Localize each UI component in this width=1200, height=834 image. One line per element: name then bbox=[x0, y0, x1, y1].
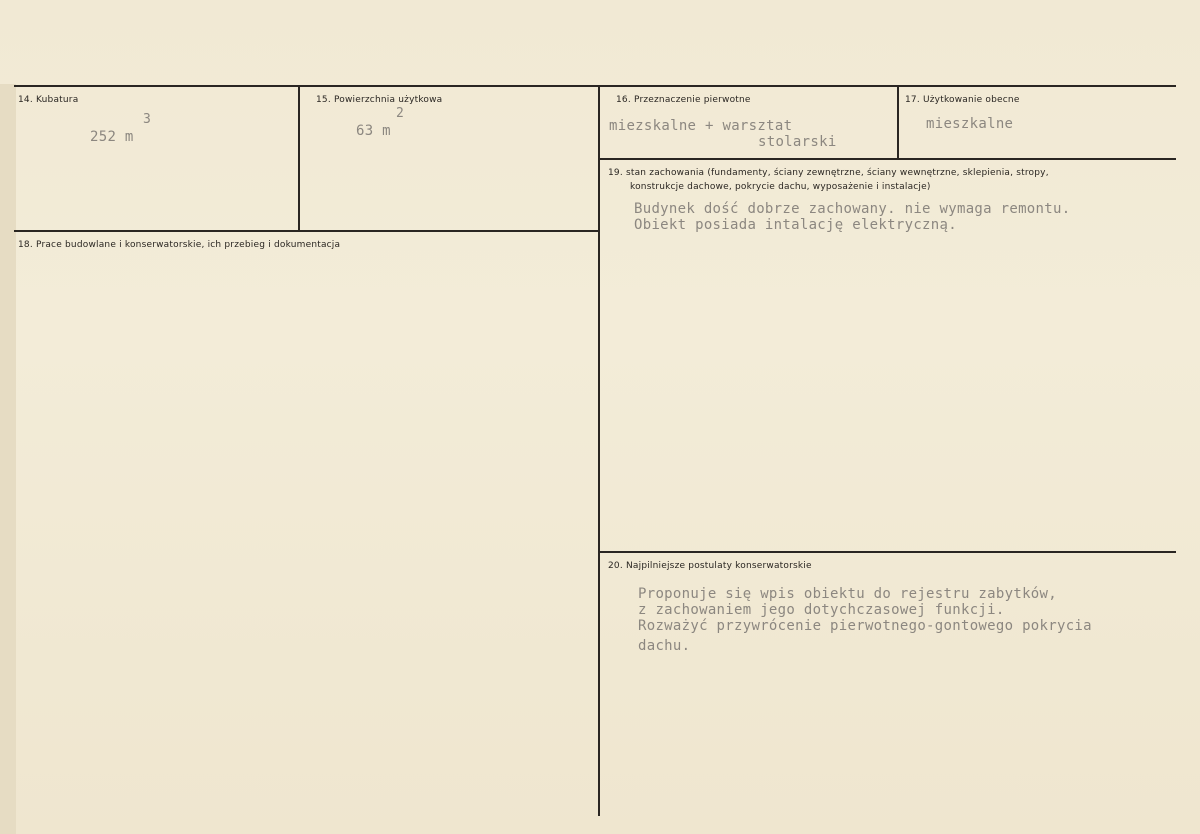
field-16-label: 16. Przeznaczenie pierwotne bbox=[616, 95, 751, 105]
field-15-superscript: 2 bbox=[396, 106, 404, 121]
field-17-label: 17. Użytkowanie obecne bbox=[905, 95, 1020, 105]
field-19-label-line1: 19. stan zachowania (fundamenty, ściany zewnętrzne, ściany wewnętrzne, sklepienia, stropy, bbox=[608, 168, 1049, 178]
field-14-superscript: 3 bbox=[143, 112, 151, 127]
field-16-line2: stolarski bbox=[758, 134, 837, 150]
field-14-value: 252 m bbox=[90, 129, 134, 145]
divider-16-17 bbox=[897, 86, 899, 158]
field-19-text-line1: Budynek dość dobrze zachowany. nie wymaga remontu. bbox=[634, 201, 1071, 217]
rule-under-16-17 bbox=[599, 158, 1176, 160]
card-left-edge bbox=[0, 84, 16, 834]
field-20-text-line2: z zachowaniem jego dotychczasowej funkcji. bbox=[638, 602, 1005, 618]
field-17-value: mieszkalne bbox=[926, 116, 1014, 132]
top-rule bbox=[14, 85, 1176, 87]
field-15-label: 15. Powierzchnia użytkowa bbox=[316, 95, 443, 105]
field-14-label: 14. Kubatura bbox=[18, 95, 79, 105]
field-20-label: 20. Najpilniejsze postulaty konserwatorskie bbox=[608, 561, 812, 571]
field-16-line1: miezskalne + warsztat bbox=[609, 118, 793, 134]
field-18-label: 18. Prace budowlane i konserwatorskie, ich przebieg i dokumentacja bbox=[18, 240, 341, 250]
field-19-text-line2: Obiekt posiada intalację elektryczną. bbox=[634, 217, 957, 233]
field-15-value: 63 m bbox=[356, 123, 391, 139]
divider-14-15 bbox=[298, 86, 300, 231]
field-20-text-line3: Rozważyć przywrócenie pierwotnego-gontowego pokrycia bbox=[638, 618, 1092, 634]
rule-above-20 bbox=[599, 551, 1176, 553]
field-20-text-line4: dachu. bbox=[638, 638, 691, 654]
field-20-text-line1: Proponuje się wpis obiektu do rejestru zabytków, bbox=[638, 586, 1057, 602]
rule-under-14-15 bbox=[14, 230, 599, 232]
field-19-label-line2: konstrukcje dachowe, pokrycie dachu, wyposażenie i instalacje) bbox=[630, 182, 931, 192]
divider-center bbox=[598, 86, 600, 816]
